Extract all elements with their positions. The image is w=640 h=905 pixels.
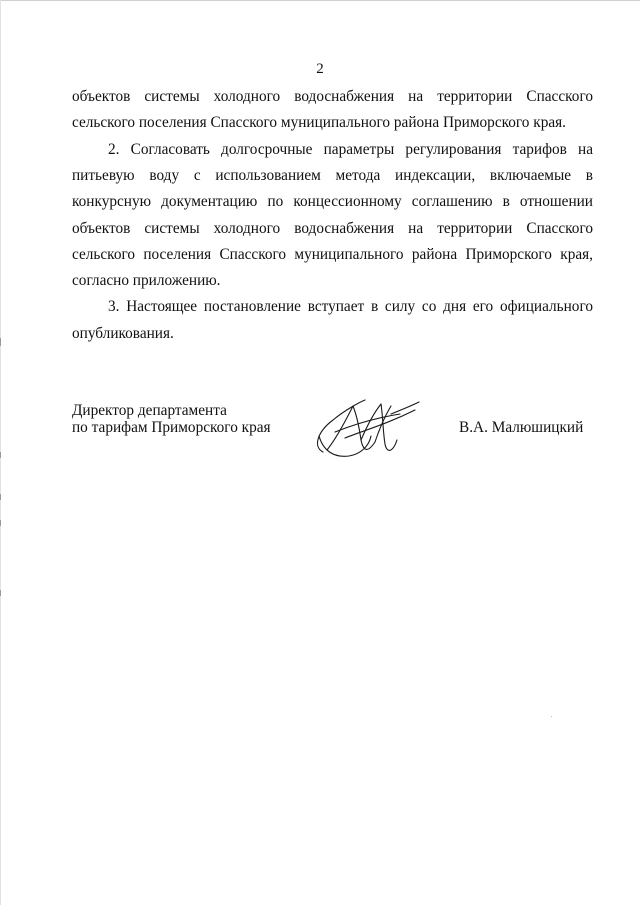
page-top-edge [0,0,640,1]
body-line: 3. Настоящее постановление вступает в силу со дня его официального [108,298,593,315]
body-line: объектов системы холодного водоснабжения на территории Спасского [72,88,593,105]
body-line: сельского поселения Спасского муниципального района Приморского края, [72,246,593,263]
handwritten-signature [305,392,430,467]
signatory-name: В.А. Малюшицкий [459,419,584,436]
signatory-position-line2: по тарифам Приморского края [72,419,271,436]
scan-mark [0,590,1,596]
body-line: 2. Согласовать долгосрочные параметры регулирования тарифов на [108,141,593,158]
body-line: сельского поселения Спасского муниципального района Приморского края. [72,114,567,131]
body-line: питьевую воду с использованием метода индексации, включаемые в [72,167,593,184]
scan-mark [0,494,1,500]
scan-mark [0,452,1,458]
scan-mark [0,338,1,346]
page-number: 2 [316,61,324,77]
body-line: согласно приложению. [72,272,221,289]
body-line: конкурсную документацию по концессионному соглашению в отношении [72,193,593,210]
body-line: опубликования. [72,325,174,342]
signatory-position-line1: Директор департамента [72,402,227,419]
scan-mark [0,520,1,526]
body-line: объектов системы холодного водоснабжения на территории Спасского [72,220,593,237]
scan-speck [551,716,552,717]
